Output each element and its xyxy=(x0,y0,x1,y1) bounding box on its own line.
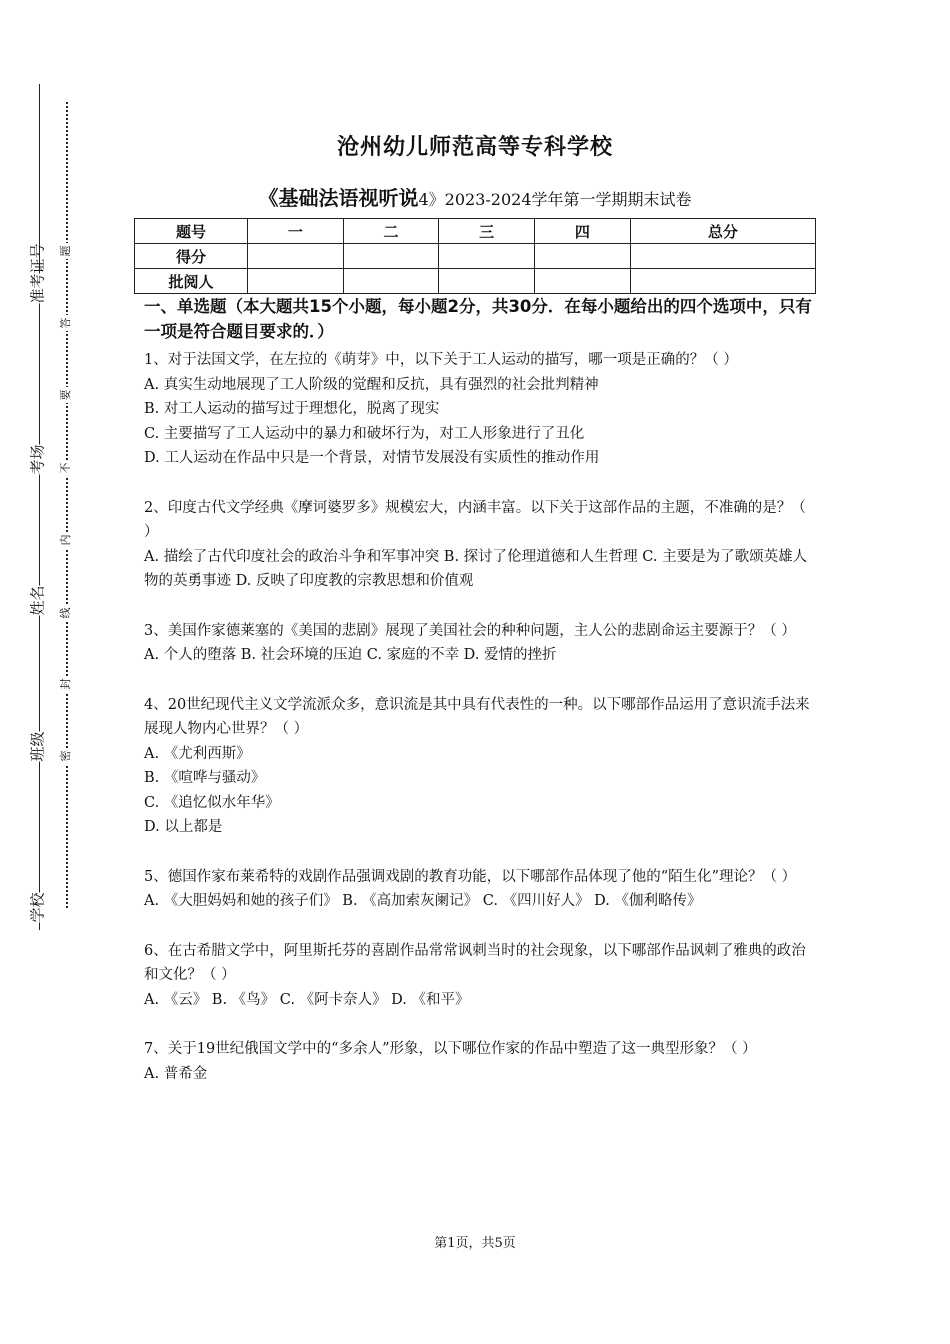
seal-char: 内 xyxy=(58,532,74,548)
seal-dotted-line xyxy=(66,102,68,908)
question-7 xyxy=(144,1037,814,1086)
question-options: A. 《大胆妈妈和她的孩子们》 B. 《高加索灰阑记》 C. 《四川好人》 D. 《伽利略传》 xyxy=(144,893,702,909)
question-stem: 1、对于法国文学，在左拉的《萌芽》中，以下关于工人运动的描写，哪一项是正确的？（ ） xyxy=(144,352,738,368)
field-label-exam-number: 准考证号 xyxy=(28,243,47,304)
question-option: C. 《追忆似水年华》 xyxy=(144,794,280,811)
question-3 xyxy=(144,619,814,668)
question-stem: 5、德国作家布莱希特的戏剧作品强调戏剧的教育功能，以下哪部作品体现了他的“陌生化”理论？（ ） xyxy=(144,868,797,885)
score-row xyxy=(135,244,816,269)
reviewer-row-label: 批阅人 xyxy=(135,269,248,294)
question-5 xyxy=(144,865,814,914)
question-option: B. 《喧哗与骚动》 xyxy=(144,770,266,786)
seal-char: 要 xyxy=(58,387,74,403)
question-option: D. 以上都是 xyxy=(144,819,223,835)
exam-info: 4》2023-2024学年第一学期期末试卷 xyxy=(418,190,692,209)
exam-title xyxy=(0,182,950,211)
field-label-school: 学校 xyxy=(28,892,47,923)
seal-char: 不 xyxy=(58,460,74,476)
question-4 xyxy=(144,693,814,840)
page-footer: 第1页，共5页 xyxy=(434,1236,516,1251)
reviewer-cell[interactable] xyxy=(248,269,344,294)
reviewer-row xyxy=(135,269,816,294)
score-header-cell: 二 xyxy=(343,219,439,244)
score-table xyxy=(134,218,816,294)
score-cell[interactable] xyxy=(630,244,815,269)
question-stem: 2、印度古代文学经典《摩诃婆罗多》规模宏大，内涵丰富。以下关于这部作品的主题，不准确的是？（ ） xyxy=(144,499,806,540)
score-table-header-row xyxy=(135,219,816,244)
score-cell[interactable] xyxy=(439,244,535,269)
field-label-class: 班级 xyxy=(28,731,47,762)
section-title: 一、单选题（本大题共15个小题，每小题2分，共30分．在每小题给出的四个选项中，只有一项是符合题目要求的．） xyxy=(144,297,812,341)
seal-char: 题 xyxy=(58,243,74,259)
seal-char: 密 xyxy=(58,748,74,764)
reviewer-cell[interactable] xyxy=(630,269,815,294)
question-option: A. 真实生动地展现了工人阶级的觉醒和反抗，具有强烈的社会批判精神 xyxy=(144,376,599,393)
question-2 xyxy=(144,496,814,594)
score-header-cell: 一 xyxy=(248,219,344,244)
question-stem: 4、20世纪现代主义文学流派众多，意识流是其中具有代表性的一种。以下哪部作品运用了意识流手法来展现人物内心世界？（ ） xyxy=(144,696,810,737)
score-cell[interactable] xyxy=(535,244,631,269)
question-option: A. 《尤利西斯》 xyxy=(144,745,251,762)
exam-content xyxy=(144,294,814,1111)
question-stem: 7、关于19世纪俄国文学中的“多余人”形象，以下哪位作家的作品中塑造了这一典型形象？（ ） xyxy=(144,1041,757,1057)
course-name: 《基础法语视听说 xyxy=(258,186,419,210)
reviewer-cell[interactable] xyxy=(343,269,439,294)
seal-char: 线 xyxy=(58,605,74,621)
question-option: C. 主要描写了工人运动中的暴力和破坏行为，对工人形象进行了丑化 xyxy=(144,425,585,442)
score-header-cell: 总分 xyxy=(630,219,815,244)
score-header-cell: 题号 xyxy=(135,219,248,244)
field-label-exam-room: 考场 xyxy=(28,444,47,475)
score-cell[interactable] xyxy=(248,244,344,269)
question-option: D. 工人运动在作品中只是一个背景，对情节发展没有实质性的推动作用 xyxy=(144,450,600,466)
question-options: A. 个人的堕落 B. 社会环境的压迫 C. 家庭的不幸 D. 爱情的挫折 xyxy=(144,647,557,663)
score-cell[interactable] xyxy=(343,244,439,269)
school-name: 沧州幼儿师范高等专科学校 xyxy=(336,135,613,160)
reviewer-cell[interactable] xyxy=(535,269,631,294)
score-header-cell: 三 xyxy=(439,219,535,244)
question-options: A. 描绘了古代印度社会的政治斗争和军事冲突 B. 探讨了伦理道德和人生哲理 C. 主要是为了歌颂英雄人物的英勇事迹 D. 反映了印度教的宗教思想和价值观 xyxy=(144,548,808,589)
reviewer-cell[interactable] xyxy=(439,269,535,294)
question-stem: 3、美国作家德莱塞的《美国的悲剧》展现了美国社会的种种问题，主人公的悲剧命运主要源于？（ ） xyxy=(144,622,796,639)
score-row-label: 得分 xyxy=(135,244,248,269)
question-stem: 6、在古希腊文学中，阿里斯托芬的喜剧作品常常讽刺当时的社会现象，以下哪部作品讽刺了雅典的政治和文化？（ ） xyxy=(144,942,806,983)
seal-char: 封 xyxy=(58,676,74,692)
question-6 xyxy=(144,939,814,1013)
question-option: B. 对工人运动的描写过于理想化，脱离了现实 xyxy=(144,401,440,417)
question-option: A. 普希金 xyxy=(144,1065,208,1082)
seal-char: 答 xyxy=(58,315,74,331)
field-label-name: 姓名 xyxy=(28,585,47,616)
question-1 xyxy=(144,348,814,471)
score-header-cell: 四 xyxy=(535,219,631,244)
question-options: A. 《云》 B. 《鸟》 C. 《阿卡奈人》 D. 《和平》 xyxy=(144,991,470,1008)
